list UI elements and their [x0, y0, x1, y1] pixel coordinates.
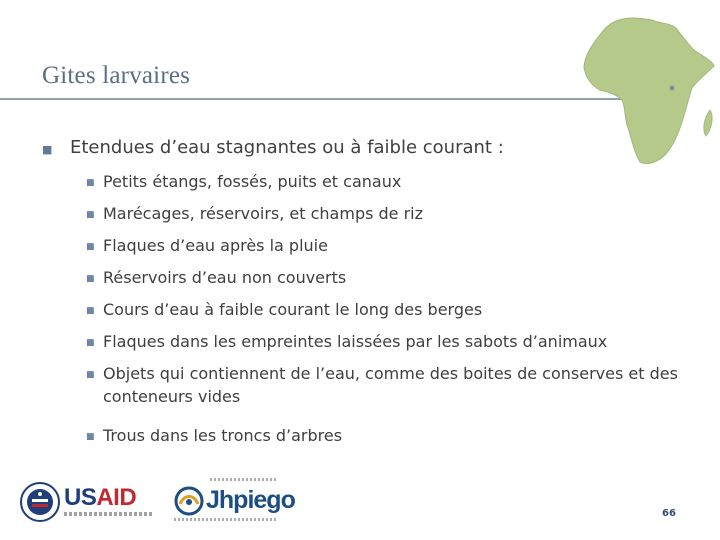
bullet-list [86, 170, 686, 456]
heading-bullet: ■ [42, 143, 53, 156]
jhpiego-top-line [210, 478, 276, 481]
usaid-tagline [64, 512, 154, 516]
list-bullet: ■ [86, 338, 95, 348]
list-item-text: Flaques d’eau après la pluie [103, 236, 328, 255]
list-item-text: Flaques dans les empreintes laissées par les sabots d’animaux [103, 332, 608, 351]
list-bullet: ■ [86, 210, 95, 220]
africa-map-icon [578, 14, 718, 170]
heading-text: Etendues d’eau stagnantes ou à faible courant : [70, 137, 504, 158]
slide-title: Gites larvaires [42, 62, 191, 89]
jhpiego-tagline [174, 518, 278, 521]
list-item [86, 170, 686, 202]
page-number: 66 [662, 508, 676, 519]
list-item-text: Réservoirs d’eau non couverts [103, 268, 347, 287]
list-item [86, 362, 686, 424]
list-bullet: ■ [86, 242, 95, 252]
title-divider [0, 98, 640, 100]
list-item [86, 266, 686, 298]
list-bullet: ■ [86, 274, 95, 284]
list-item [86, 234, 686, 266]
jhpiego-globe-icon [174, 486, 204, 516]
list-bullet: ■ [86, 306, 95, 316]
list-item-text: Cours d’eau à faible courant le long des berges [103, 300, 483, 319]
list-item-text: Objets qui contiennent de l’eau, comme des boites de conserves et des conteneurs vides [103, 364, 678, 406]
jhpiego-wordmark: Jhpiego [206, 486, 295, 514]
list-item-text: Trous dans les troncs d’arbres [103, 426, 343, 445]
list-item [86, 202, 686, 234]
usaid-wordmark [64, 484, 136, 512]
list-bullet: ■ [86, 370, 95, 380]
list-item-text: Petits étangs, fossés, puits et canaux [103, 172, 402, 191]
list-bullet: ■ [86, 432, 95, 442]
usaid-seal-icon [20, 482, 60, 522]
usaid-us: US [64, 484, 97, 511]
list-bullet: ■ [86, 178, 95, 188]
list-item [86, 330, 686, 362]
list-item [86, 298, 686, 330]
list-item [86, 424, 686, 456]
usaid-aid: AID [96, 484, 137, 511]
usaid-logo [20, 480, 146, 524]
jhpiego-logo [170, 478, 295, 524]
list-item-text: Marécages, réservoirs, et champs de riz [103, 204, 424, 223]
